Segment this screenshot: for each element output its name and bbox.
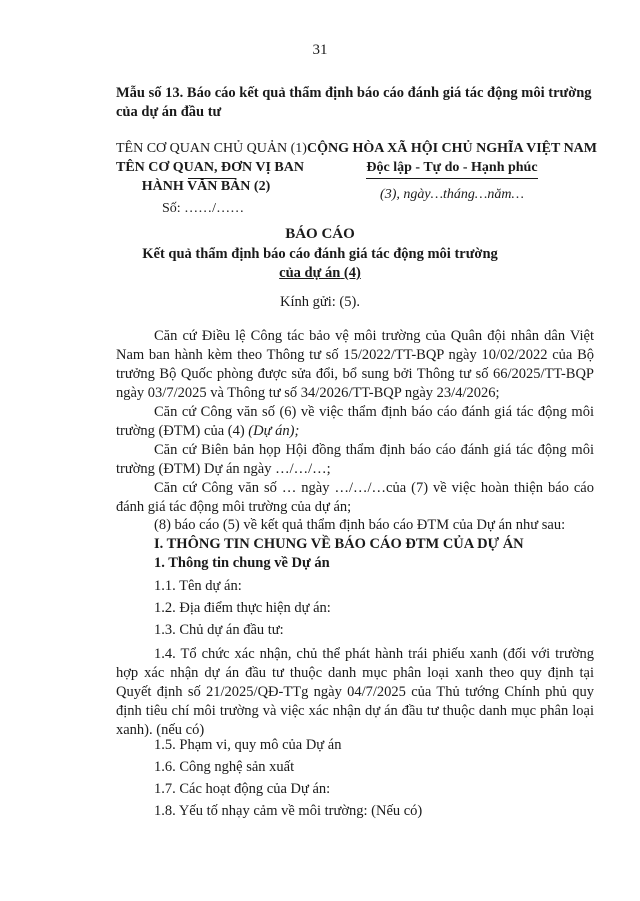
- item-1-3: 1.3. Chủ dự án đầu tư:: [154, 622, 284, 638]
- issuing-agency-block: [116, 139, 307, 196]
- item-1-7: 1.7. Các hoạt động của Dự án:: [154, 781, 331, 797]
- issuing-agency-line2: HÀNH VĂN BẢN (2): [141, 179, 271, 194]
- place-date: (3), ngày…tháng…năm…: [380, 187, 524, 202]
- document-subtitle-line2: của dự án (4): [279, 265, 361, 281]
- form-title-line1: Mẫu số 13. Báo cáo kết quả thẩm định báo cáo đánh giá tác động môi trường: [116, 85, 592, 101]
- item-1-1: 1.1. Tên dự án:: [154, 578, 242, 594]
- document-subtitle-line1: Kết quả thẩm định báo cáo đánh giá tác động môi trường: [142, 246, 498, 262]
- paragraph-legal-basis-3: Căn cứ Biên bản họp Hội đồng thẩm định báo cáo đánh giá tác động môi trường (ĐTM) Dự án ngày …/…/…;: [116, 442, 594, 477]
- item-1-4: 1.4. Tổ chức xác nhận, chủ thể phát hành trái phiếu xanh (đối với trường hợp xác nhận dự án đầu tư thuộc danh mục phân loại xanh theo quy định tại Quyết định số 21/2025/QĐ-TTg ngày 04/7/2025 của Thủ tướng Chính phủ quy định tiêu chí môi trường và việc xác nhận dự án đầu tư thuộc danh mục phân loại xanh). (nếu có): [116, 646, 594, 738]
- subsection-heading-1: 1. Thông tin chung về Dự án: [154, 555, 330, 571]
- paragraph-report-intro: (8) báo cáo (5) về kết quả thẩm định báo cáo ĐTM của Dự án như sau:: [154, 517, 566, 533]
- parent-agency: TÊN CƠ QUAN CHỦ QUẢN (1): [116, 141, 307, 156]
- item-1-8: 1.8. Yếu tố nhạy cảm về môi trường: (Nếu có): [154, 803, 423, 819]
- page-number: 31: [312, 42, 328, 58]
- national-motto: Độc lập - Tự do - Hạnh phúc: [366, 158, 537, 179]
- form-title-line2: của dự án đầu tư: [116, 104, 222, 120]
- document-type: BÁO CÁO: [285, 226, 355, 242]
- document-subtitle: [0, 245, 640, 283]
- document-number: Số: ……/……: [162, 201, 245, 216]
- item-1-2: 1.2. Địa điểm thực hiện dự án:: [154, 600, 331, 616]
- item-1-6: 1.6. Công nghệ sản xuất: [154, 759, 295, 775]
- form-title: [116, 84, 592, 122]
- paragraph-legal-basis-4: Căn cứ Công văn số … ngày …/…/…của (7) về việc hoàn thiện báo cáo đánh giá tác động môi trường của dự án;: [116, 480, 594, 515]
- issuing-agency-line1: TÊN CƠ QUAN, ĐƠN VỊ BAN: [116, 160, 304, 175]
- national-title: CỘNG HÒA XÃ HỘI CHỦ NGHĨA VIỆT NAM: [306, 141, 597, 156]
- paragraph-legal-basis-1: Căn cứ Điều lệ Công tác bảo vệ môi trường của Quân đội nhân dân Việt Nam ban hành kèm theo Thông tư số 15/2022/TT-BQP ngày 10/02/2022 của Bộ trưởng Bộ Quốc phòng được sửa đổi, bổ sung bởi Thông tư số 66/2025/TT-BQP ngày 03/7/2025 và Thông tư số 34/2026/TT-BQP ngày 23/4/2026;: [116, 328, 594, 401]
- agency-divider: [188, 178, 236, 179]
- paragraph-legal-basis-2: Căn cứ Công văn số (6) về việc thẩm định báo cáo đánh giá tác động môi trường (ĐTM) của (4) (Dự án);: [116, 404, 594, 439]
- item-1-5: 1.5. Phạm vi, quy mô của Dự án: [154, 737, 342, 753]
- section-heading-1: I. THÔNG TIN CHUNG VỀ BÁO CÁO ĐTM CỦA DỰ ÁN: [154, 536, 524, 552]
- national-header: [306, 139, 598, 204]
- recipient-line: Kính gửi: (5).: [280, 294, 360, 310]
